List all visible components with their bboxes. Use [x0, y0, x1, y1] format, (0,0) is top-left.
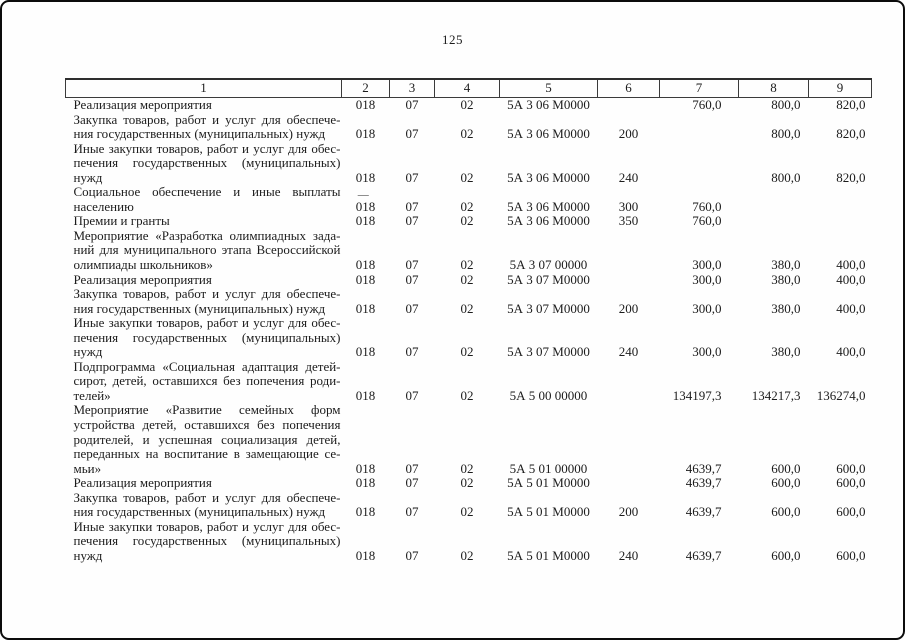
cell-amount-col9: [809, 214, 872, 229]
cell-amount-col9: 600,0: [836, 504, 866, 520]
cell-expense-type-code: [598, 229, 660, 273]
table-header-row: [66, 79, 872, 98]
cell-razdel-code: 07: [405, 547, 419, 563]
table-row: [66, 520, 872, 564]
cell-razdel-code: 07: [405, 504, 419, 520]
cell-amount-col7: 760,0: [692, 97, 722, 112]
cell-expense-type-code: [598, 403, 660, 476]
cell-grbs-code: 018: [355, 475, 376, 491]
cell-razdel-code: 07: [405, 97, 419, 112]
cell-razdel-code: 07: [405, 198, 419, 214]
cell-razdel-code: 07: [405, 460, 419, 476]
cell-expense-name: Закупка товаров, работ и услуг для обеспече- ния государственных (муниципальных) нужд: [73, 489, 341, 520]
cell-amount-col8: [739, 185, 809, 214]
cell-amount-col8: 800,0: [771, 169, 801, 185]
cell-amount-col8: 800,0: [771, 126, 801, 142]
cell-amount-col8: [739, 214, 809, 229]
table-row: [66, 316, 872, 360]
cell-expense-type-code: [598, 98, 660, 113]
cell-amount-col9: 400,0: [836, 344, 866, 360]
column-header: 3: [390, 79, 435, 98]
cell-grbs-code: 018: [355, 97, 376, 112]
cell-podrazdel-code: 02: [460, 271, 474, 287]
cell-expense-type-code: 200: [618, 504, 639, 520]
cell-amount-col9: 400,0: [836, 300, 866, 316]
cell-target-article-code: 5А 3 06 М0000: [507, 97, 590, 112]
budget-table: [65, 78, 872, 564]
cell-razdel-code: 07: [405, 271, 419, 287]
cell-amount-col9: [809, 185, 872, 214]
cell-razdel-code: 07: [405, 475, 419, 491]
cell-expense-name: Мероприятие «Развитие семейных форм устройства детей, оставшихся без попечения родителей, и успешная социализация детей, переданных на воспитание в замещающие се- мьи»: [73, 402, 341, 476]
table-row: [66, 273, 872, 288]
cell-grbs-code: 018: [355, 504, 376, 520]
table-row: [66, 185, 872, 214]
cell-amount-col8: 600,0: [771, 475, 801, 491]
cell-expense-type-code: 200: [618, 126, 639, 142]
cell-grbs-code: 018: [355, 271, 376, 287]
cell-podrazdel-code: 02: [460, 213, 474, 229]
cell-expense-type-code: 240: [618, 344, 639, 360]
column-header: 1: [66, 79, 342, 98]
column-header: 4: [435, 79, 500, 98]
cell-amount-col8: 800,0: [771, 97, 801, 112]
cell-expense-type-code: [598, 273, 660, 288]
cell-podrazdel-code: 02: [460, 97, 474, 112]
table-row: [66, 142, 872, 186]
cell-expense-type-code: [598, 360, 660, 404]
cell-razdel-code: 07: [405, 169, 419, 185]
cell-amount-col7: 134197,3: [672, 387, 722, 403]
cell-amount-col7: 4639,7: [685, 460, 722, 476]
cell-expense-type-code: [598, 476, 660, 491]
cell-expense-name: Иные закупки товаров, работ и услуг для обес- печения государственных (муниципальных) нужд: [73, 315, 341, 360]
cell-amount-col7: 4639,7: [685, 475, 722, 491]
cell-amount-col7: 300,0: [692, 300, 722, 316]
cell-expense-name: Закупка товаров, работ и услуг для обеспече- ния государственных (муниципальных) нужд: [73, 111, 341, 142]
table-row: [66, 476, 872, 491]
column-header: 7: [660, 79, 739, 98]
table-row: [66, 403, 872, 476]
cell-razdel-code: 07: [405, 387, 419, 403]
table-body: [66, 98, 872, 564]
cell-podrazdel-code: 02: [460, 126, 474, 142]
table-row: [66, 360, 872, 404]
table-row: [66, 98, 872, 113]
cell-amount-col7: 300,0: [692, 257, 722, 273]
page-number: 125: [442, 32, 463, 47]
cell-target-article-code: 5А 3 07 00000: [509, 257, 588, 273]
cell-expense-name: Реализация мероприятия: [73, 475, 212, 491]
cell-amount-col9: 136274,0: [816, 387, 866, 403]
cell-target-article-code: 5А 5 01 М0000: [507, 547, 590, 563]
cell-expense-name: Иные закупки товаров, работ и услуг для обес- печения государственных (муниципальных) нужд: [73, 140, 341, 185]
cell-target-article-code: 5А 3 07 М0000: [507, 344, 590, 360]
table-header: [66, 79, 872, 98]
cell-target-article-code: 5А 3 07 М0000: [507, 300, 590, 316]
cell-razdel-code: 07: [405, 126, 419, 142]
cell-amount-col8: 600,0: [771, 547, 801, 563]
cell-target-article-code: 5А 3 06 М0000: [507, 126, 590, 142]
cell-podrazdel-code: 02: [460, 460, 474, 476]
cell-amount-col9: 600,0: [836, 475, 866, 491]
cell-target-article-code: 5А 3 06 М0000: [507, 198, 590, 214]
cell-amount-col8: 380,0: [771, 300, 801, 316]
cell-expense-name: Реализация мероприятия: [73, 97, 212, 112]
cell-grbs-code: 018: [355, 126, 376, 142]
column-header: 6: [598, 79, 660, 98]
cell-podrazdel-code: 02: [460, 475, 474, 491]
cell-expense-name: Социальное обеспечение и иные выплаты населению: [73, 184, 341, 214]
cell-amount-col7: 760,0: [692, 213, 722, 229]
table-row: [66, 113, 872, 142]
cell-grbs-code: 018: [355, 300, 376, 316]
column-header: 5: [500, 79, 598, 98]
cell-amount-col9: 600,0: [836, 547, 866, 563]
cell-amount-col8: 600,0: [771, 504, 801, 520]
table-row: [66, 229, 872, 273]
cell-grbs-code: 018: [355, 344, 376, 360]
cell-amount-col9: 400,0: [836, 257, 866, 273]
scan-dash-artifact: —: [357, 188, 369, 201]
cell-grbs-code: 018: [355, 213, 376, 229]
cell-amount-col7: [660, 142, 739, 186]
cell-expense-type-code: 350: [618, 213, 639, 229]
cell-target-article-code: 5А 5 01 М0000: [507, 475, 590, 491]
cell-target-article-code: 5А 3 07 М0000: [507, 271, 590, 287]
cell-expense-name: Премии и гранты: [73, 213, 170, 229]
cell-amount-col8: 600,0: [771, 460, 801, 476]
column-header: 2: [342, 79, 390, 98]
cell-amount-col9: 820,0: [836, 169, 866, 185]
cell-amount-col7: [660, 113, 739, 142]
cell-podrazdel-code: 02: [460, 300, 474, 316]
cell-amount-col9: 820,0: [836, 97, 866, 112]
cell-grbs-code: 018: [355, 257, 376, 273]
cell-grbs-code: 018: [355, 460, 376, 476]
cell-expense-name: Иные закупки товаров, работ и услуг для обес- печения государственных (муниципальных) нужд: [73, 518, 341, 563]
cell-target-article-code: 5А 3 06 М0000: [507, 169, 590, 185]
cell-grbs-code: 018: [355, 547, 376, 563]
cell-podrazdel-code: 02: [460, 387, 474, 403]
cell-amount-col9: 820,0: [836, 126, 866, 142]
cell-amount-col9: 400,0: [836, 271, 866, 287]
table-row: [66, 491, 872, 520]
cell-razdel-code: 07: [405, 257, 419, 273]
cell-amount-col7: 300,0: [692, 344, 722, 360]
cell-expense-name: Мероприятие «Разработка олимпиадных зада- ний для муниципального этапа Всероссийской олимпиады школьников»: [73, 227, 341, 273]
cell-podrazdel-code: 02: [460, 504, 474, 520]
cell-razdel-code: 07: [405, 344, 419, 360]
cell-amount-col8: 380,0: [771, 271, 801, 287]
cell-podrazdel-code: 02: [460, 257, 474, 273]
cell-grbs-code: 018: [355, 169, 376, 185]
cell-grbs-code: 018: [355, 387, 376, 403]
cell-podrazdel-code: 02: [460, 198, 474, 214]
column-header: 9: [809, 79, 872, 98]
cell-target-article-code: 5А 5 01 М0000: [507, 504, 590, 520]
cell-target-article-code: 5А 5 00 00000: [509, 387, 588, 403]
cell-expense-type-code: 200: [618, 300, 639, 316]
table-row: [66, 214, 872, 229]
cell-razdel-code: 07: [405, 300, 419, 316]
cell-podrazdel-code: 02: [460, 169, 474, 185]
cell-target-article-code: 5А 3 06 М0000: [507, 213, 590, 229]
cell-amount-col7: 4639,7: [685, 504, 722, 520]
cell-expense-type-code: 240: [618, 547, 639, 563]
cell-amount-col7: 300,0: [692, 271, 722, 287]
cell-podrazdel-code: 02: [460, 344, 474, 360]
table-row: [66, 287, 872, 316]
cell-amount-col8: 380,0: [771, 257, 801, 273]
cell-expense-name: Реализация мероприятия: [73, 271, 212, 287]
cell-amount-col7: 760,0: [692, 198, 722, 214]
cell-expense-type-code: 300: [618, 198, 639, 214]
cell-grbs-code: 018 —: [355, 188, 376, 214]
cell-amount-col7: 4639,7: [685, 547, 722, 563]
cell-expense-type-code: 240: [618, 169, 639, 185]
cell-expense-name: Закупка товаров, работ и услуг для обеспече- ния государственных (муниципальных) нужд: [73, 286, 341, 316]
cell-razdel-code: 07: [405, 213, 419, 229]
cell-podrazdel-code: 02: [460, 547, 474, 563]
cell-amount-col8: 134217,3: [751, 387, 801, 403]
cell-amount-col9: 600,0: [836, 460, 866, 476]
cell-amount-col8: 380,0: [771, 344, 801, 360]
column-header: 8: [739, 79, 809, 98]
cell-expense-name: Подпрограмма «Социальная адаптация детей- сирот, детей, оставшихся без попечения роди- телей»: [73, 358, 341, 403]
cell-target-article-code: 5А 5 01 00000: [509, 460, 588, 476]
